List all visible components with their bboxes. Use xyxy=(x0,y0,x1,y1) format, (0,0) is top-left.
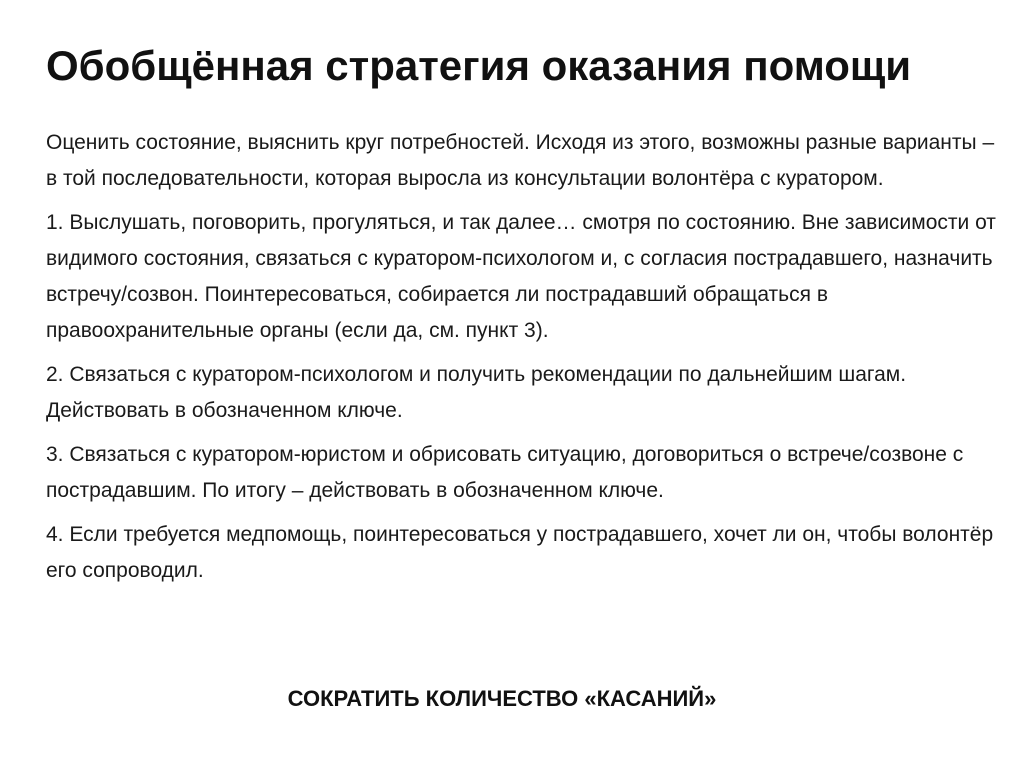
step-1-paragraph: 1. Выслушать, поговорить, прогуляться, и так далее… смотря по состоянию. Вне зависимости от видимого состояния, связаться с куратором-психологом и, с согласия пострадавшего, назначить встречу/созвон. Поинтересоваться, собирается ли пострадавший обращаться в правоохранительные органы (если да, см. пункт 3). xyxy=(46,211,996,342)
slide-body xyxy=(46,125,996,597)
intro-paragraph: Оценить состояние, выяснить круг потребностей. Исходя из этого, возможны разные варианты – в той последовательности, которая выросла из консультации волонтёра с куратором. xyxy=(46,131,995,190)
step-2-paragraph: 2. Связаться с куратором-психологом и получить рекомендации по дальнейшим шагам. Действовать в обозначенном ключе. xyxy=(46,363,907,422)
callout-text: СОКРАТИТЬ КОЛИЧЕСТВО «КАСАНИЙ» xyxy=(287,686,717,711)
step-4-paragraph: 4. Если требуется медпомощь, поинтересоваться у пострадавшего, хочет ли он, чтобы волонтёр его сопроводил. xyxy=(46,523,994,582)
step-3-paragraph: 3. Связаться с куратором-юристом и обрисовать ситуацию, договориться о встрече/созвоне с пострадавшим. По итогу – действовать в обозначенном ключе. xyxy=(46,443,964,502)
slide-title: Обобщённая стратегия оказания помощи xyxy=(46,42,912,89)
